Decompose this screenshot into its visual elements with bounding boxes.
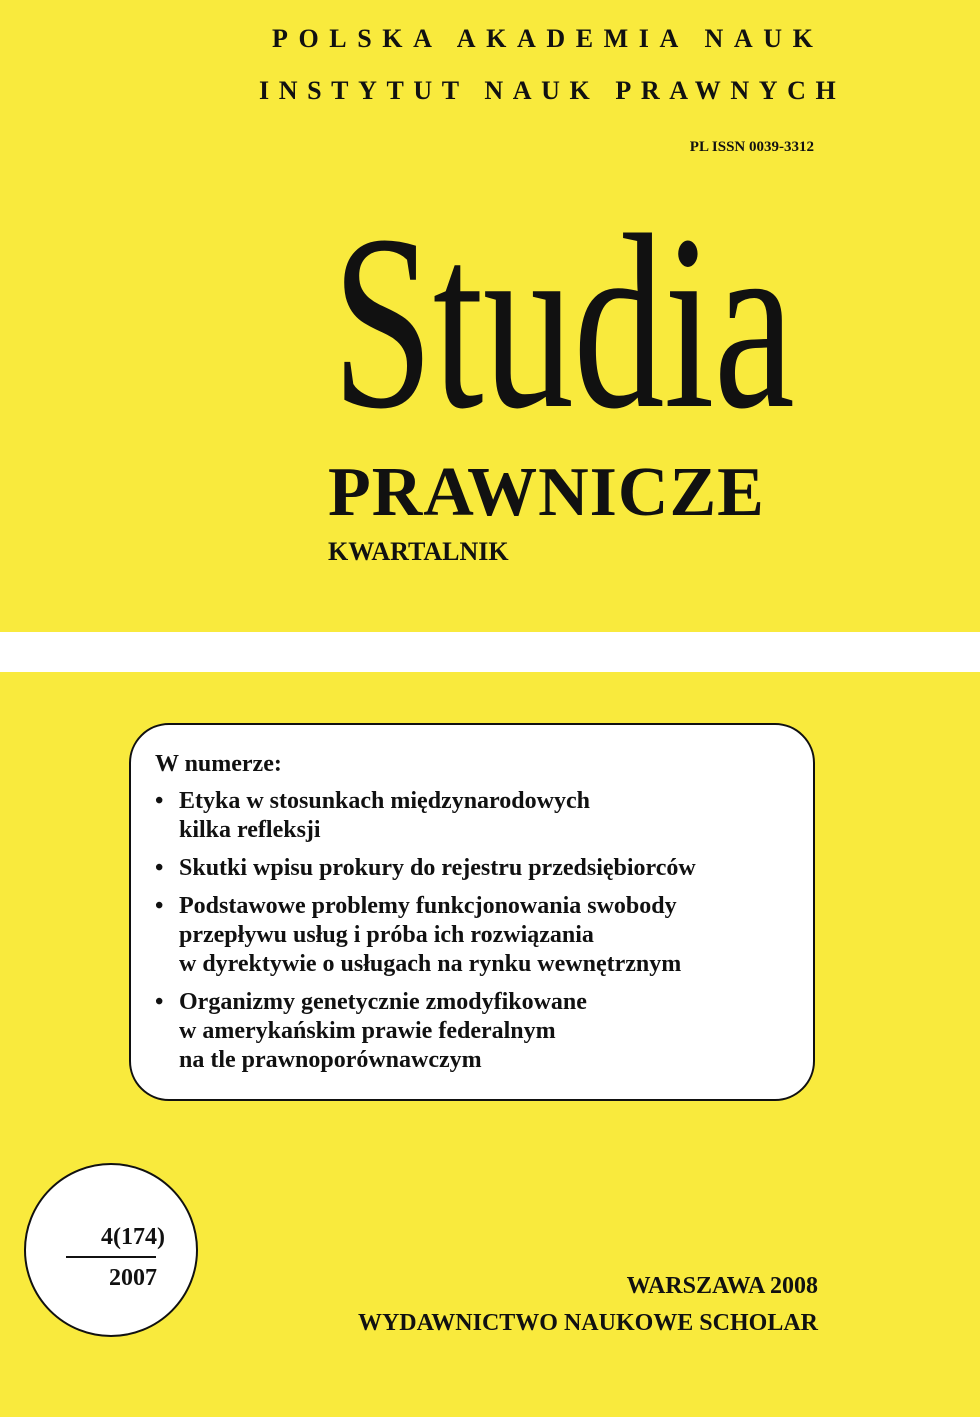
- issue-divider: [66, 1256, 156, 1258]
- contents-item-1-line-2: kilka refleksji: [179, 817, 321, 844]
- contents-item-3-line-3: w dyrektywie o usługach na rynku wewnętrznym: [179, 951, 682, 978]
- contents-heading: W numerze:: [155, 751, 282, 777]
- issue-badge: [24, 1163, 198, 1337]
- journal-title-main: Studia: [332, 184, 795, 461]
- issue-number: 4(174): [101, 1224, 165, 1250]
- contents-item-3-line-1: • Podstawowe problemy funkcjonowania swobody: [179, 893, 677, 920]
- issue-year: 2007: [109, 1265, 157, 1291]
- contents-item-3: [155, 892, 793, 979]
- contents-item-3-line-2: przepływu usług i próba ich rozwiązania: [179, 922, 594, 949]
- academy-name: POLSKA AKADEMIA NAUK: [272, 24, 824, 53]
- contents-box: [129, 723, 815, 1101]
- contents-item-4-line-1: • Organizmy genetycznie zmodyfikowane: [179, 989, 587, 1016]
- contents-item-1-line-1: • Etyka w stosunkach międzynarodowych: [179, 788, 590, 815]
- contents-list: [155, 787, 793, 1075]
- contents-item-2: [155, 854, 793, 883]
- contents-item-4-line-3: na tle prawnoporównawczym: [179, 1047, 482, 1074]
- contents-item-1: [155, 787, 793, 845]
- imprint-city-year: WARSZAWA 2008: [626, 1273, 818, 1299]
- cover-divider-band: [0, 632, 980, 672]
- imprint-publisher: WYDAWNICTWO NAUKOWE SCHOLAR: [357, 1310, 818, 1336]
- contents-item-2-line-1: • Skutki wpisu prokury do rejestru przedsiębiorców: [179, 855, 696, 882]
- contents-item-4: [155, 988, 793, 1075]
- contents-item-4-line-2: w amerykańskim prawie federalnym: [179, 1018, 556, 1045]
- journal-title-subtitle: PRAWNICZE: [328, 454, 765, 531]
- journal-periodicity: KWARTALNIK: [328, 537, 509, 566]
- institute-name: INSTYTUT NAUK PRAWNYCH: [259, 76, 846, 105]
- issn-number: PL ISSN 0039-3312: [689, 139, 814, 155]
